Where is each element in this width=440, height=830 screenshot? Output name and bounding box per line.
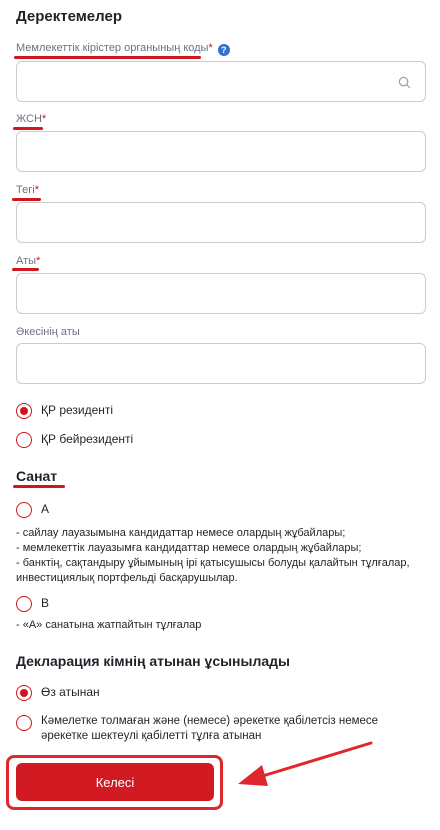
help-icon[interactable]: ? [218, 44, 230, 56]
annotation-underline [13, 485, 65, 488]
next-button[interactable]: Келесі [16, 763, 214, 801]
tax-code-input[interactable] [17, 62, 425, 101]
name-input[interactable] [17, 274, 425, 313]
page-title: Деректемелер [16, 8, 122, 25]
radio-dot [20, 689, 28, 697]
annotation-underline [12, 268, 39, 271]
radio-category-b[interactable]: В [16, 596, 49, 612]
category-title: Санат [16, 468, 58, 484]
radio-dot [20, 407, 28, 415]
radio-resident[interactable]: ҚР резиденті [16, 403, 113, 419]
surname-field[interactable] [16, 202, 426, 243]
surname-label: Тегі* [16, 184, 39, 196]
name-field[interactable] [16, 273, 426, 314]
annotation-underline [14, 56, 201, 59]
iin-field[interactable] [16, 131, 426, 172]
annotation-underline [12, 198, 41, 201]
radio-nonresident[interactable]: ҚР бейрезиденті [16, 432, 133, 448]
patronymic-field[interactable] [16, 343, 426, 384]
patronymic-input[interactable] [17, 344, 425, 383]
iin-label: ЖСН* [16, 113, 47, 125]
annotation-underline [13, 127, 43, 130]
radio-circle[interactable] [16, 403, 32, 419]
search-icon[interactable] [398, 76, 411, 89]
surname-input[interactable] [17, 203, 425, 242]
radio-own-behalf[interactable]: Өз атынан [16, 685, 100, 701]
radio-circle[interactable] [16, 432, 32, 448]
radio-circle[interactable] [16, 596, 32, 612]
radio-circle[interactable] [16, 715, 32, 731]
name-label: Аты* [16, 255, 41, 267]
declaration-title: Декларация кімнің атынан ұсынылады [16, 653, 290, 669]
tax-code-field[interactable] [16, 61, 426, 102]
iin-input[interactable] [17, 132, 425, 171]
category-b-description: - «А» санатына жатпайтын тұлғалар [16, 619, 202, 631]
patronymic-label: Әкесінің аты [16, 326, 80, 338]
radio-guardian-behalf[interactable]: Кәмелетке толмаған және (немесе) әрекетке қабілетсіз немесе әрекетке шектеулі қабілетті тұлға атынан [16, 714, 411, 744]
radio-category-a[interactable]: А [16, 502, 49, 518]
tax-code-label: Мемлекеттік кірістер органының коды* ? [16, 42, 230, 56]
radio-circle[interactable] [16, 502, 32, 518]
radio-circle[interactable] [16, 685, 32, 701]
category-a-description: - сайлау лауазымына кандидаттар немесе олардың жұбайлары; - мемлекеттік лауазымға кандидаттар немесе олардың жұбайлары; - банктің, сақтандыру ұйымының ірі қатысушысы болуды қалайтын тұлғалар, инвестициялық портфельді басқарушылар. [16, 527, 410, 584]
